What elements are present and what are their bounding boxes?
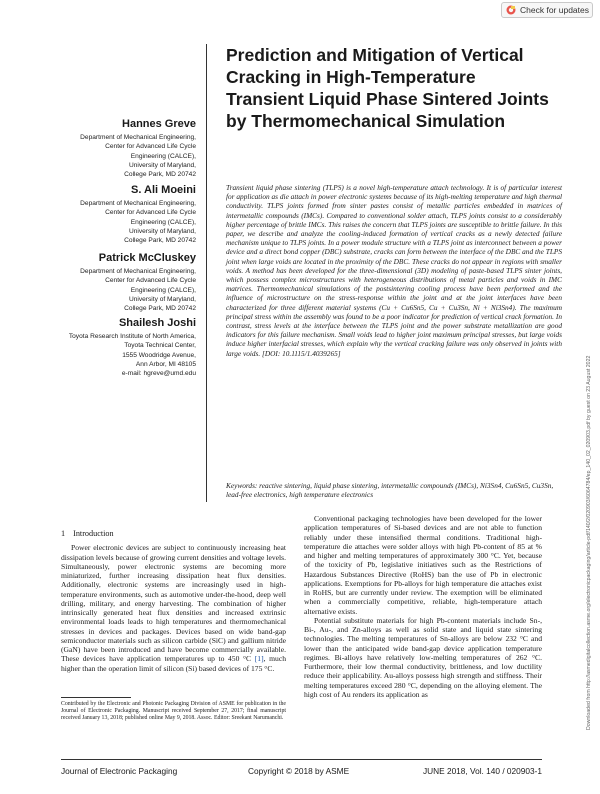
download-notice-text: Downloaded from http://asmedigitalcollection.asme.org/electronicpackaging/article-pdf/140/2/020903/6064784/ep_140_02_020903.pdf by guest on 23 August 2022 bbox=[586, 355, 592, 730]
abstract: Transient liquid phase sintering (TLPS) is a novel high-temperature attach technology. It is of particular interest for application as die attach in power electronic systems because of its high-melting temperature and high thermal conductivity. TLPS joints formed from sinter pastes consist of metallic particles embedded in matrices of intermetallic compounds (IMCs). Compared to conventional solder attach, TLPS joints consist to a considerably higher percentage of brittle IMCs. This raises the concern that TLPS joints are susceptible to brittle failure. In this paper, we describe and analyze the cooling-induced formation of vertical cracks as a newly detected failure mechanism unique to TLPS joints. In a power module structure with a TLPS joint as interconnect between a power device and a direct bond copper (DBC) substrate, cracks can form between the interface of the DBC and the TLPS joint when large voids are located in the proximity of the DBC. These cracks do not appear in regions with smaller voids. A method has been developed for the three-dimensional (3D) modeling of paste-based TLPS sinter joints, which possess complex microstructures with heterogeneous distributions of metal particles and voids in IMC matrices. Thermomechanical simulations of the postsintering cooling process have been performed and the influence of microstructure on the stress-response within the joint and at the joint interfaces have been characterized for three different material systems (Cu + Cu6Sn5, Cu + Cu3Sn, Ni + Ni3Sn4). The maximum principal stress within the assembly was found to be a poor indicator for prediction of vertical crack formation. In contrast, stress levels at the interface between the TLPS joint and the power substrate metallization are good indicators for this failure mechanism. Small voids lead to higher joint maximum principal stresses, but large voids induce higher interfacial stresses, which explain why the vertical cracking failure was only observed in joints with large voids. [DOI: 10.1115/1.4039265] bbox=[226, 183, 562, 358]
affiliation-line: College Park, MD 20742 bbox=[124, 237, 196, 245]
paragraph: Potential substitute materials for high Pb-content materials include Sn-, Bi-, Au-, and Zn-alloys as well as solid state and liquid state sintering technologies. The melting temperatures of Sn-alloys are below 232 °C and lower than the anticipated wide band-gap device application temperature regimes. Bi-alloys have relatively low-melting temperatures of 262 °C. Furthermore, their low thermal conductivity, brittleness, and low ductility reduce their applicability. Au-alloys possess high strength and stiffness. Their melting temperatures exceed 280 °C, depending on the alloying element. The high cost of Au renders its application as bbox=[304, 615, 542, 699]
affiliation-line: 1555 Woodridge Avenue, bbox=[122, 351, 196, 359]
affiliation-line: Engineering (CALCE), bbox=[130, 152, 196, 160]
section-number: 1 bbox=[61, 529, 66, 538]
journal-name: Journal of Electronic Packaging bbox=[61, 766, 178, 776]
download-notice bbox=[586, 170, 596, 730]
author-name: Patrick McCluskey bbox=[98, 252, 196, 264]
section-title: Introduction bbox=[73, 529, 114, 538]
section-heading bbox=[61, 529, 286, 538]
paper-title: Prediction and Mitigation of Vertical Cracking in High-Temperature Transient Liquid Phase Sintered Joints by Thermomechanical Simulation bbox=[226, 45, 549, 131]
affiliation-line: Toyota Research Institute of North America, bbox=[68, 333, 196, 340]
author-name: Shailesh Joshi bbox=[118, 317, 196, 329]
paragraph: Conventional packaging technologies have been developed for the lower application temperatures of Si-based devices and are not able to function reliably under these intensified thermal conditions. Traditional high-temperature die attaches were solder alloys with high Pb-content of 85 at % and higher and melting temperatures of approximately 300 °C. Yet, because of the toxicity of Pb, legislative initiatives such as the Restrictions of Hazardous Substances Directive (RoHS) ban the use of Pb in electronic applications. Exemptions for Pb-alloys for high temperature die attaches exist in RoHS, but are currently under review. The exemption will be eliminated when a commercially competitive, reliable, high-temperature attach alternative exists. bbox=[304, 514, 542, 616]
author-name: Hannes Greve bbox=[122, 118, 196, 130]
header-divider bbox=[206, 44, 207, 502]
check-for-updates-button[interactable] bbox=[501, 2, 593, 18]
footnote: Contributed by the Electronic and Photonic Packaging Division of ASME for publication in the Journal of Electronic Packaging. Manuscript received September 27, 2017; final manuscript received January 13, 2018; published online May 9, 2018. Assoc. Editor: Sreekant Narumanchi. bbox=[61, 701, 286, 722]
affiliation-line: Engineering (CALCE), bbox=[130, 218, 196, 226]
keywords: Keywords: reactive sintering, liquid phase sintering, intermetallic compounds (IMCs), Ni3Sn4, Cu6Sn5, Cu3Sn, lead-free electronics, high temperature electronics bbox=[226, 481, 554, 500]
paragraph-text: , much higher than the operation limit of silicon (Si) based devices of 175 °C. bbox=[61, 654, 286, 673]
author-block-3 bbox=[6, 251, 196, 313]
affiliation-line: Department of Mechanical Engineering, bbox=[80, 268, 196, 275]
affiliation-line: College Park, MD 20742 bbox=[124, 305, 196, 313]
citation-link[interactable]: [1] bbox=[254, 654, 264, 664]
author-block-1 bbox=[6, 117, 196, 179]
refresh-icon bbox=[506, 5, 516, 15]
affiliation-line: Toyota Technical Center, bbox=[124, 342, 196, 350]
affiliation-line: Engineering (CALCE), bbox=[130, 286, 196, 294]
copyright: Copyright © 2018 by ASME bbox=[248, 766, 350, 776]
footer-rule bbox=[61, 759, 542, 760]
body-column-left bbox=[61, 529, 286, 673]
affiliation-line: Department of Mechanical Engineering, bbox=[80, 200, 196, 207]
body-column-right bbox=[304, 514, 542, 699]
issue-info: JUNE 2018, Vol. 140 / 020903-1 bbox=[422, 766, 542, 776]
affiliation-line: Center for Advanced Life Cycle bbox=[105, 209, 196, 217]
affiliation-line: Ann Arbor, MI 48105 bbox=[135, 360, 196, 368]
affiliation-line: University of Maryland, bbox=[128, 161, 196, 169]
affiliation-line: University of Maryland, bbox=[128, 227, 196, 235]
author-block-2 bbox=[6, 183, 196, 245]
affiliation-line: Center for Advanced Life Cycle bbox=[105, 277, 196, 285]
paragraph bbox=[61, 543, 286, 673]
affiliation-line: University of Maryland, bbox=[128, 295, 196, 303]
affiliation-line: Center for Advanced Life Cycle bbox=[105, 143, 196, 151]
author-name: S. Ali Moeini bbox=[131, 184, 196, 196]
footnote-rule bbox=[61, 697, 131, 698]
author-email: e-mail: hgreve@umd.edu bbox=[121, 370, 196, 378]
check-for-updates-label: Check for updates bbox=[520, 5, 589, 15]
affiliation-line: Department of Mechanical Engineering, bbox=[80, 134, 196, 141]
paragraph-text: Power electronic devices are subject to continuously increasing heat dissipation levels because of growing current densities and voltage levels. Simultaneously, power electronic systems are becoming more miniaturized, further increasing dissipation heat flux densities. Additionally, electronic systems are increasingly used in high-temperature environments, such as automotive under-the-hood, deep well drilling, military, and energy harvesting. The combination of higher intrinsically generated heat flux densities and increased extrinsic environmental loads leads to high temperatures and thermomechanical stresses in devices and packages. Devices based on wide band-gap semiconductor materials such as silicon carbide (SiC) and gallium nitride (GaN) have been introduced and have become commercially available. These devices have application temperatures up to 450 °C bbox=[61, 543, 286, 664]
author-block-4 bbox=[6, 316, 196, 378]
affiliation-line: College Park, MD 20742 bbox=[124, 171, 196, 179]
